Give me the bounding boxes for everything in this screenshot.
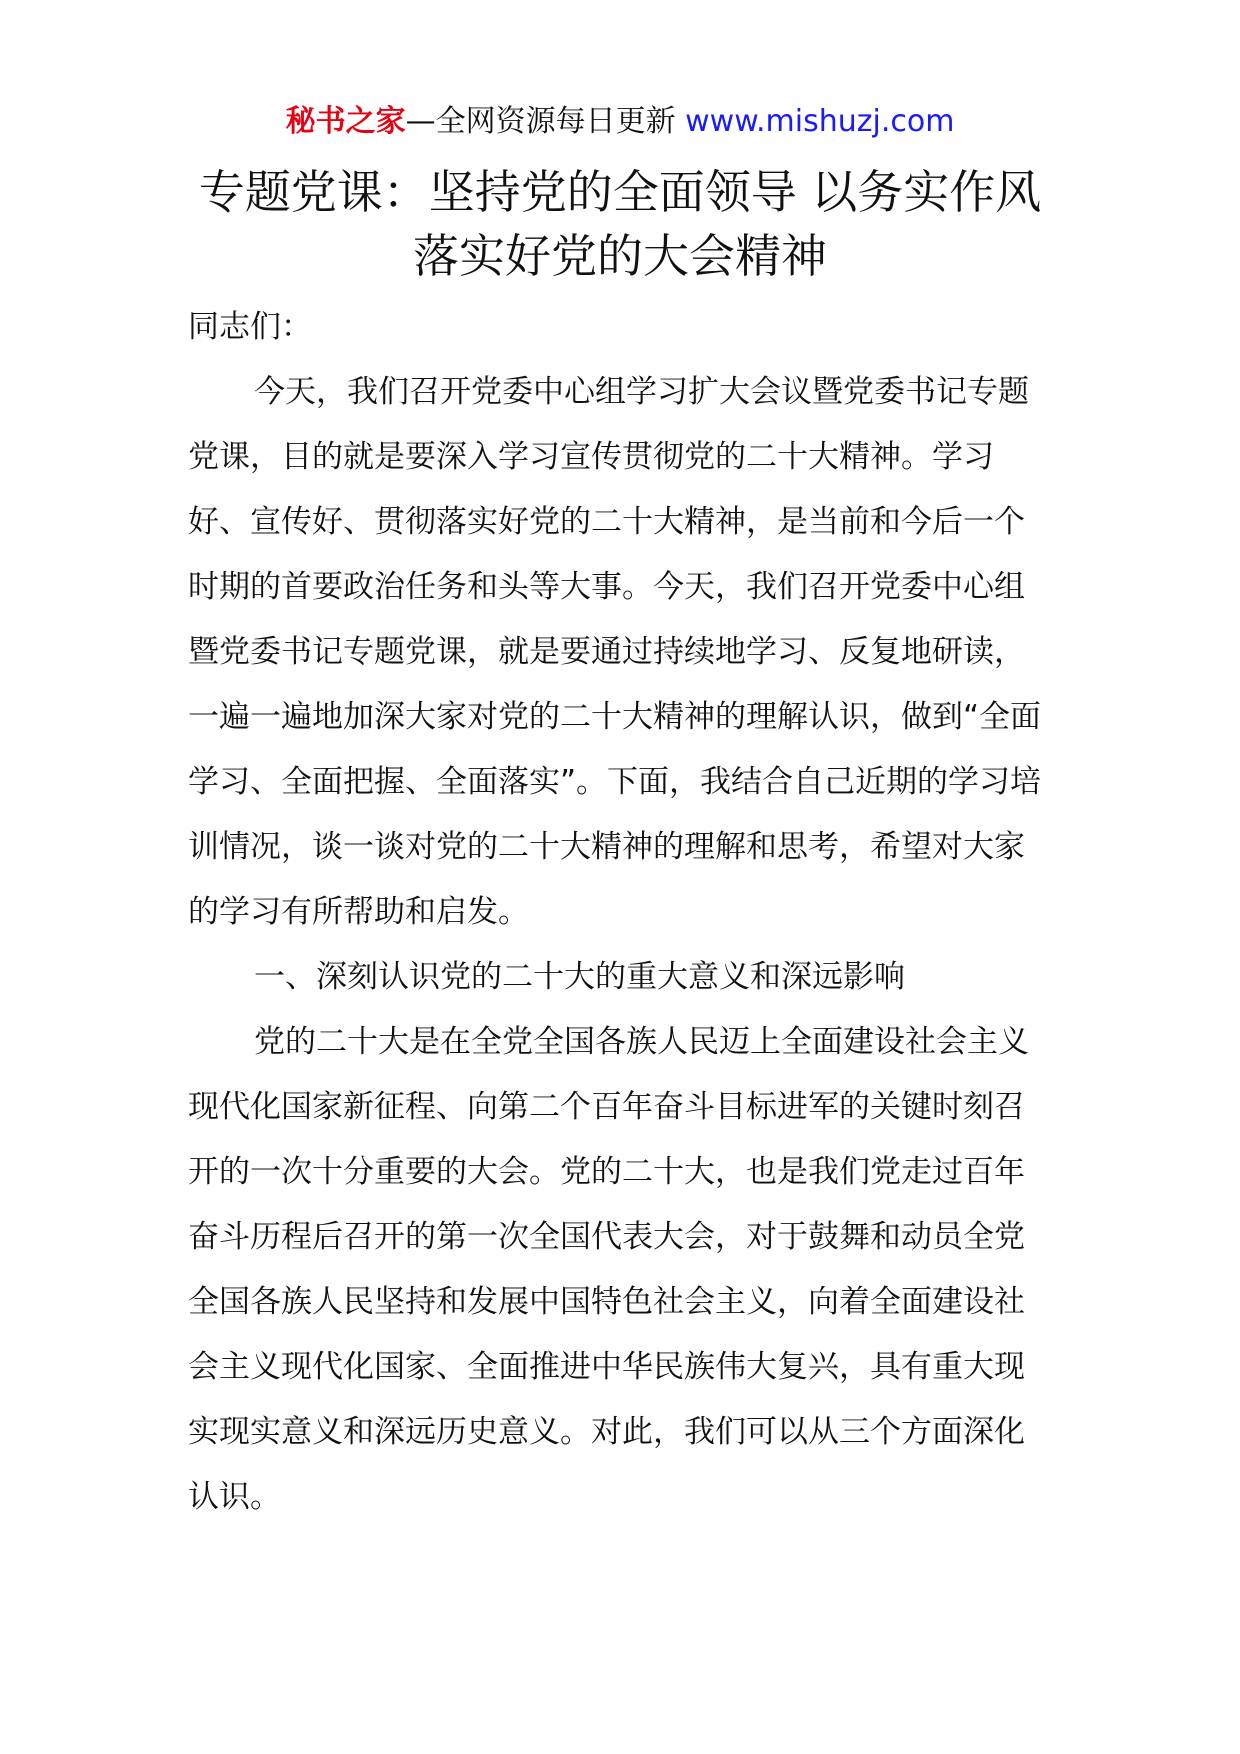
paragraph-significance: 党的二十大是在全党全国各族人民迈上全面建设社会主义现代化国家新征程、向第二个百年奋斗目标进军的关键时刻召开的一次十分重要的大会。党的二十大，也是我们党走过百年奋斗历程后召开的第一次全国代表大会，对于鼓舞和动员全党全国各族人民坚持和发展中国特色社会主义，向着全面建设社会主义现代化国家、全面推进中华民族伟大复兴，具有重大现实现实意义和深远历史意义。对此，我们可以从三个方面深化认识。 (188, 1024, 1029, 1515)
section-heading-1: 一、深刻认识党的二十大的重大意义和深远影响 (254, 959, 905, 995)
title-line-1: 专题党课：坚持党的全面领导 以务实作风 (198, 165, 1042, 219)
salutation: 同志们： (188, 309, 312, 345)
site-header (0, 100, 1240, 144)
title-line-2: 落实好党的大会精神 (413, 229, 827, 283)
site-brand: 秘书之家 (285, 104, 406, 139)
site-url: www.mishuzj.com (685, 104, 955, 139)
document-title (150, 160, 1090, 288)
paragraph-intro: 今天，我们召开党委中心组学习扩大会议暨党委书记专题党课，目的就是要深入学习宣传贯彻党的二十大精神。学习好、宣传好、贯彻落实好党的二十大精神，是当前和今后一个时期的首要政治任务和头等大事。今天，我们召开党委中心组暨党委书记专题党课，就是要通过持续地学习、反复地研读，一遍一遍地加深大家对党的二十大精神的理解认识，做到“全面学习、全面把握、全面落实”。下面，我结合自己近期的学习培训情况，谈一谈对党的二十大精神的理解和思考，希望对大家的学习有所帮助和启发。 (188, 374, 1042, 930)
site-tagline: —全网资源每日更新 (405, 104, 676, 139)
document-body (188, 295, 1048, 1530)
